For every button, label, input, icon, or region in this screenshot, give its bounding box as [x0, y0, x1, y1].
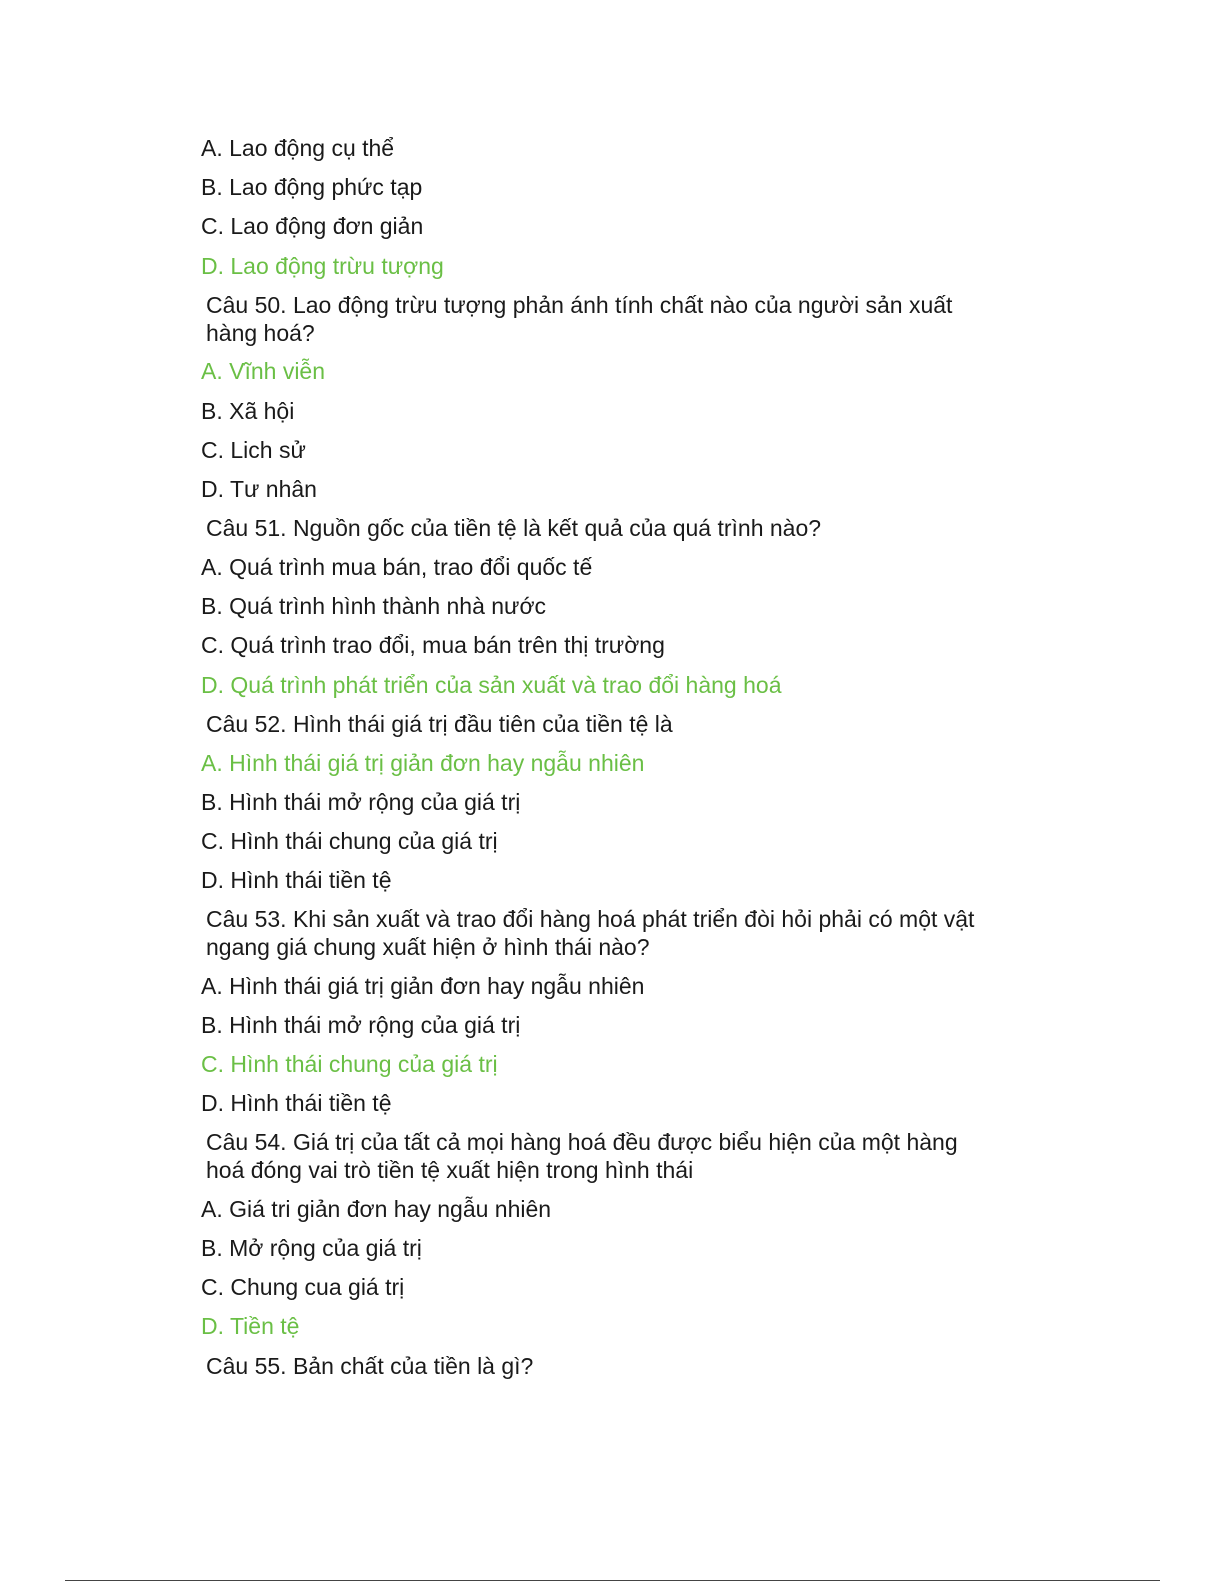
page-bottom-divider — [65, 1580, 1160, 1581]
question-54 — [206, 1128, 1046, 1184]
question-51-line-1: Câu 51. Nguồn gốc của tiền tệ là kết quả của quá trình nào? — [206, 515, 822, 541]
option-q53-a: A. Hình thái giá trị giản đơn hay ngẫu nhiên — [201, 973, 645, 999]
question-52 — [206, 710, 1046, 738]
option-q49-a: A. Lao động cụ thể — [201, 135, 395, 161]
question-55 — [206, 1352, 1046, 1380]
option-q52-d: D. Hình thái tiền tệ — [201, 867, 392, 893]
option-q54-c: C. Chung cua giá trị — [201, 1274, 405, 1300]
question-50 — [206, 291, 1046, 347]
option-q51-a: A. Quá trình mua bán, trao đổi quốc tế — [201, 554, 593, 580]
option-q49-c: C. Lao động đơn giản — [201, 213, 424, 239]
option-q54-d-correct: D. Tiền tệ — [201, 1313, 300, 1339]
option-q50-c: C. Lich sử — [201, 437, 306, 463]
option-q50-b: B. Xã hội — [201, 398, 295, 424]
question-52-line-1: Câu 52. Hình thái giá trị đầu tiên của tiền tệ là — [206, 711, 673, 737]
question-53-line-2: ngang giá chung xuất hiện ở hình thái nào? — [206, 934, 650, 960]
option-q52-c: C. Hình thái chung của giá trị — [201, 828, 498, 854]
option-q52-a-correct: A. Hình thái giá trị giản đơn hay ngẫu nhiên — [201, 750, 645, 776]
question-54-line-2: hoá đóng vai trò tiền tệ xuất hiện trong hình thái — [206, 1157, 694, 1183]
option-q49-d-correct: D. Lao động trừu tượng — [201, 253, 444, 279]
question-54-line-1: Câu 54. Giá trị của tất cả mọi hàng hoá đều được biểu hiện của một hàng — [206, 1129, 958, 1155]
question-50-line-1: Câu 50. Lao động trừu tượng phản ánh tính chất nào của người sản xuất — [206, 292, 953, 318]
question-55-line-1: Câu 55. Bản chất của tiền là gì? — [206, 1353, 534, 1379]
option-q53-b: B. Hình thái mở rộng của giá trị — [201, 1012, 521, 1038]
question-50-line-2: hàng hoá? — [206, 320, 315, 346]
option-q54-a: A. Giá tri giản đơn hay ngẫu nhiên — [201, 1196, 552, 1222]
option-q51-b: B. Quá trình hình thành nhà nước — [201, 593, 547, 619]
question-53 — [206, 905, 1046, 961]
option-q54-b: B. Mở rộng của giá trị — [201, 1235, 422, 1261]
option-q51-c: C. Quá trình trao đổi, mua bán trên thị trường — [201, 632, 665, 658]
option-q50-d: D. Tư nhân — [201, 476, 317, 502]
option-q53-d: D. Hình thái tiền tệ — [201, 1090, 392, 1116]
question-51 — [206, 514, 1046, 542]
option-q49-b: B. Lao động phức tạp — [201, 174, 423, 200]
option-q50-a-correct: A. Vĩnh viễn — [201, 358, 326, 384]
option-q51-d-correct: D. Quá trình phát triển của sản xuất và trao đổi hàng hoá — [201, 672, 782, 698]
option-q53-c-correct: C. Hình thái chung của giá trị — [201, 1051, 498, 1077]
option-q52-b: B. Hình thái mở rộng của giá trị — [201, 789, 521, 815]
question-53-line-1: Câu 53. Khi sản xuất và trao đổi hàng hoá phát triển đòi hỏi phải có một vật — [206, 906, 975, 932]
